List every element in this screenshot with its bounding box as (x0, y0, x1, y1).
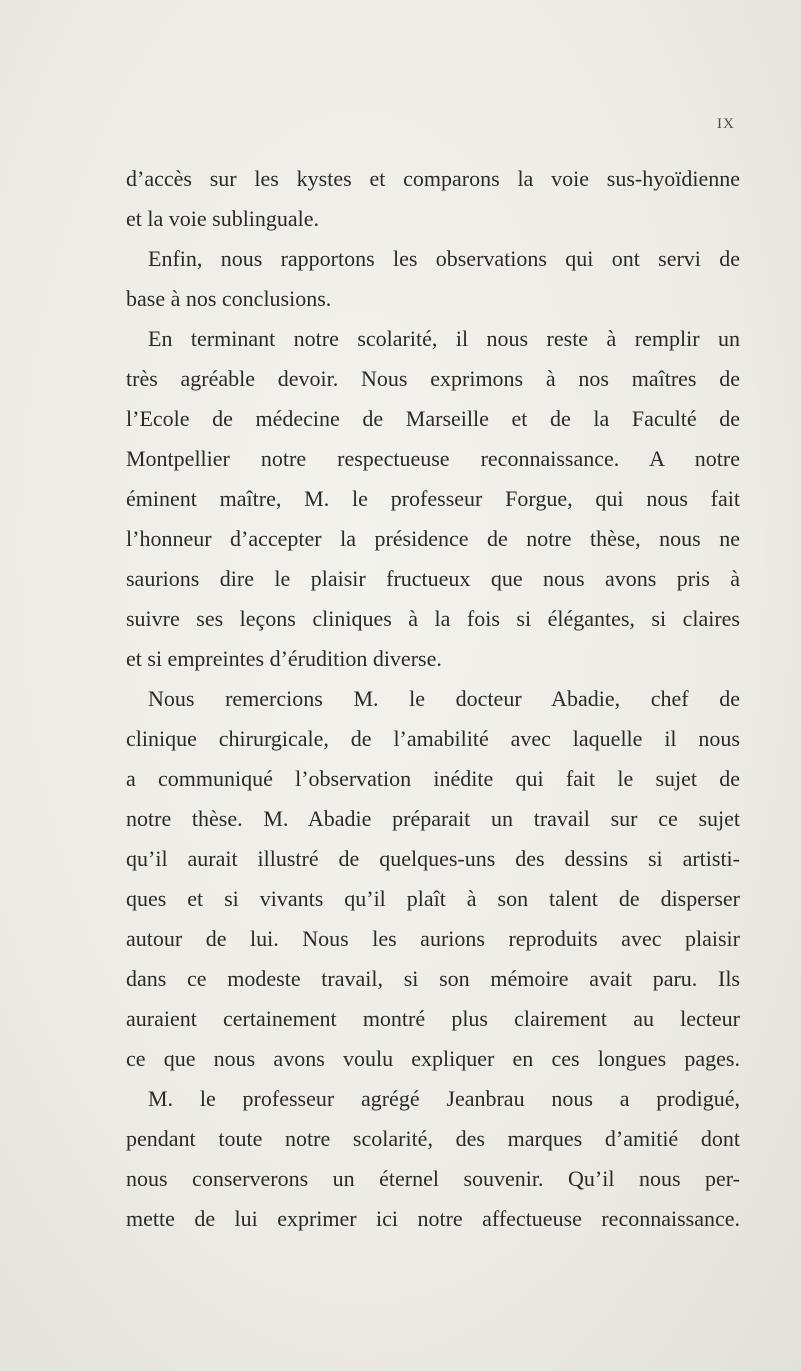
text-line: dans ce modeste travail, si son mémoire avait paru. Ils (126, 966, 740, 991)
text-line: pendant toute notre scolarité, des marques d’amitié dont (126, 1126, 740, 1151)
text-line: et si empreintes d’érudition diverse. (126, 646, 442, 671)
text-line: Montpellier notre respectueuse reconnaissance. A notre (126, 446, 740, 471)
text-line: l’Ecole de médecine de Marseille et de la Faculté de (126, 406, 740, 431)
page-number: IX (717, 116, 735, 132)
text-line: Enfin, nous rapportons les observations qui ont servi de (148, 246, 740, 271)
text-line: saurions dire le plaisir fructueux que nous avons pris à (126, 566, 740, 591)
text-line: éminent maître, M. le professeur Forgue, qui nous fait (126, 486, 740, 511)
text-line: mette de lui exprimer ici notre affectueuse reconnaissance. (126, 1206, 740, 1231)
text-line: autour de lui. Nous les aurions reproduits avec plaisir (126, 926, 740, 951)
text-line: d’accès sur les kystes et comparons la voie sus-hyoïdienne (126, 166, 740, 191)
text-line: base à nos conclusions. (126, 286, 332, 311)
text-line: Nous remercions M. le docteur Abadie, chef de (148, 686, 740, 711)
text-line: clinique chirurgicale, de l’amabilité avec laquelle il nous (126, 726, 740, 751)
text-line: auraient certainement montré plus clairement au lecteur (126, 1006, 740, 1031)
text-line: très agréable devoir. Nous exprimons à nos maîtres de (126, 366, 740, 391)
text-line: ques et si vivants qu’il plaît à son talent de disperser (126, 886, 740, 911)
text-line: ce que nous avons voulu expliquer en ces longues pages. (126, 1046, 740, 1071)
text-line: qu’il aurait illustré de quelques-uns des dessins si artisti- (126, 846, 740, 871)
text-line: nous conserverons un éternel souvenir. Qu’il nous per- (126, 1166, 740, 1191)
text-line: notre thèse. M. Abadie préparait un travail sur ce sujet (126, 806, 740, 831)
text-line: l’honneur d’accepter la présidence de notre thèse, nous ne (126, 526, 740, 551)
text-line: M. le professeur agrégé Jeanbrau nous a prodigué, (148, 1086, 740, 1111)
text-line: En terminant notre scolarité, il nous reste à remplir un (148, 326, 740, 351)
text-line: a communiqué l’observation inédite qui fait le sujet de (126, 766, 740, 791)
text-line: et la voie sublinguale. (126, 206, 320, 231)
body-text (126, 159, 740, 1239)
text-line: suivre ses leçons cliniques à la fois si élégantes, si claires (126, 606, 740, 631)
